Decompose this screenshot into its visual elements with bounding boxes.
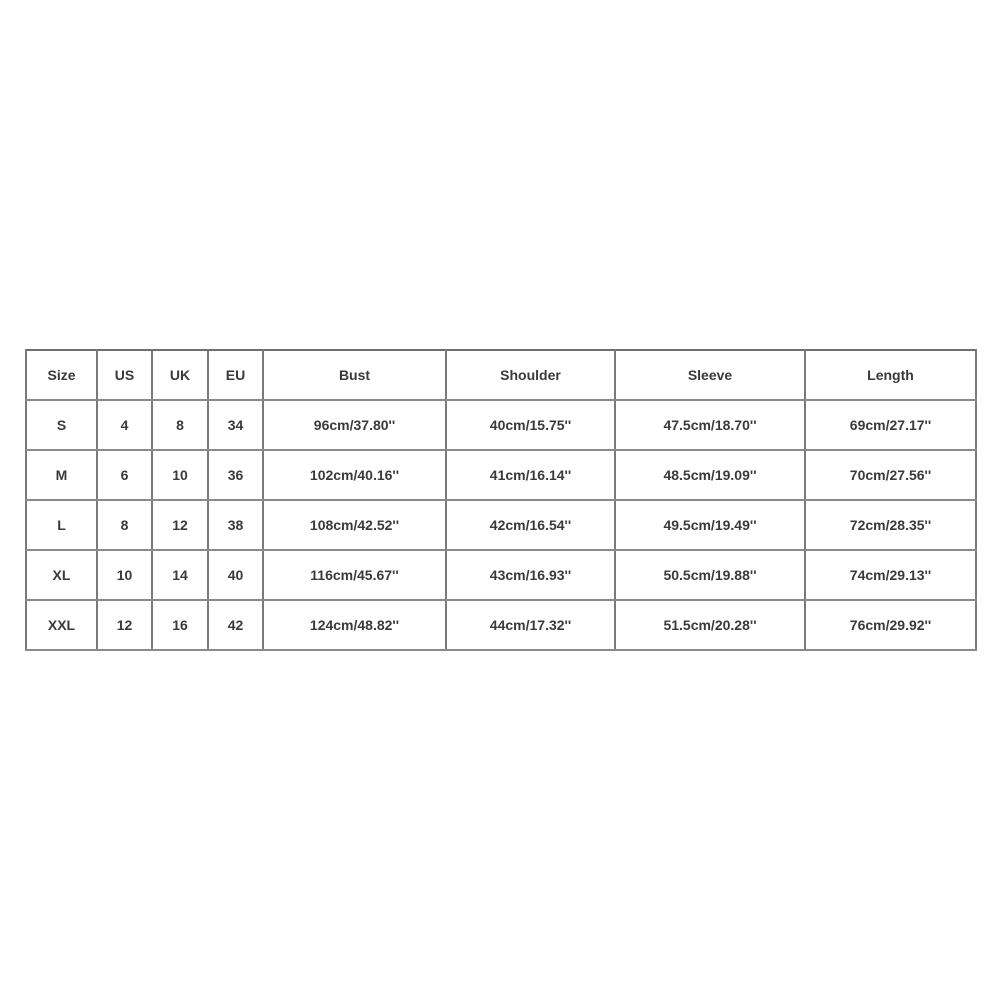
cell-size: S [26, 400, 97, 450]
cell-bust: 116cm/45.67'' [263, 550, 446, 600]
cell-bust: 96cm/37.80'' [263, 400, 446, 450]
cell-uk: 14 [152, 550, 208, 600]
cell-size: L [26, 500, 97, 550]
header-size: Size [26, 350, 97, 400]
cell-length: 69cm/27.17'' [805, 400, 976, 450]
cell-us: 8 [97, 500, 152, 550]
size-chart-table [25, 349, 977, 651]
cell-shoulder: 40cm/15.75'' [446, 400, 615, 450]
cell-us: 6 [97, 450, 152, 500]
cell-shoulder: 41cm/16.14'' [446, 450, 615, 500]
cell-eu: 36 [208, 450, 263, 500]
header-us: US [97, 350, 152, 400]
cell-length: 76cm/29.92'' [805, 600, 976, 650]
header-sleeve: Sleeve [615, 350, 805, 400]
cell-length: 72cm/28.35'' [805, 500, 976, 550]
cell-size: XXL [26, 600, 97, 650]
cell-size: XL [26, 550, 97, 600]
cell-shoulder: 42cm/16.54'' [446, 500, 615, 550]
cell-uk: 12 [152, 500, 208, 550]
cell-shoulder: 44cm/17.32'' [446, 600, 615, 650]
cell-sleeve: 47.5cm/18.70'' [615, 400, 805, 450]
cell-uk: 16 [152, 600, 208, 650]
cell-eu: 42 [208, 600, 263, 650]
table-row [26, 600, 976, 650]
cell-bust: 102cm/40.16'' [263, 450, 446, 500]
cell-sleeve: 48.5cm/19.09'' [615, 450, 805, 500]
cell-uk: 10 [152, 450, 208, 500]
cell-sleeve: 51.5cm/20.28'' [615, 600, 805, 650]
header-bust: Bust [263, 350, 446, 400]
cell-eu: 38 [208, 500, 263, 550]
cell-length: 74cm/29.13'' [805, 550, 976, 600]
cell-bust: 108cm/42.52'' [263, 500, 446, 550]
cell-us: 4 [97, 400, 152, 450]
cell-length: 70cm/27.56'' [805, 450, 976, 500]
cell-sleeve: 50.5cm/19.88'' [615, 550, 805, 600]
table-header-row [26, 350, 976, 400]
header-length: Length [805, 350, 976, 400]
cell-shoulder: 43cm/16.93'' [446, 550, 615, 600]
header-shoulder: Shoulder [446, 350, 615, 400]
cell-size: M [26, 450, 97, 500]
cell-us: 12 [97, 600, 152, 650]
cell-bust: 124cm/48.82'' [263, 600, 446, 650]
table-row [26, 550, 976, 600]
table-row [26, 500, 976, 550]
table-row [26, 400, 976, 450]
table-row [26, 450, 976, 500]
cell-sleeve: 49.5cm/19.49'' [615, 500, 805, 550]
header-uk: UK [152, 350, 208, 400]
cell-us: 10 [97, 550, 152, 600]
cell-eu: 40 [208, 550, 263, 600]
header-eu: EU [208, 350, 263, 400]
cell-uk: 8 [152, 400, 208, 450]
cell-eu: 34 [208, 400, 263, 450]
